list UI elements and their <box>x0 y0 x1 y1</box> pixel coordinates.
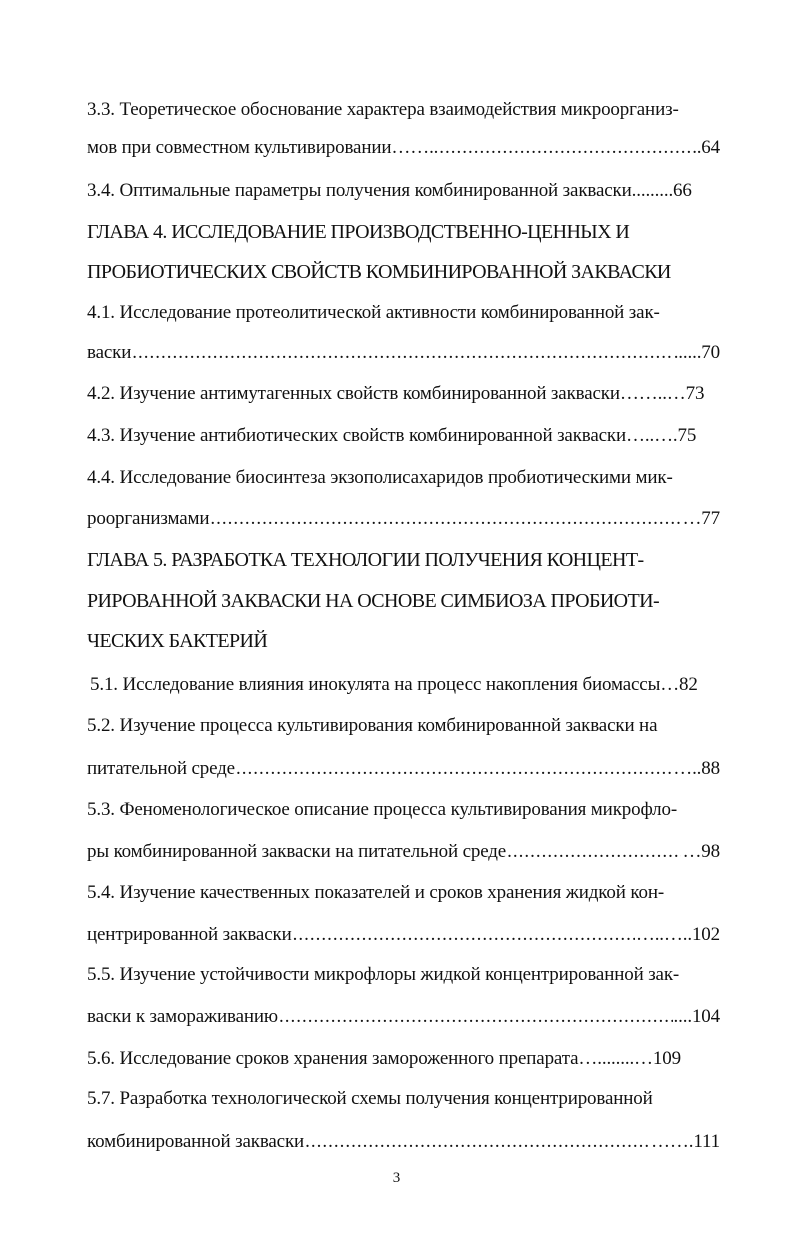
leader-dots <box>132 340 672 366</box>
toc-line: 5.5. Изучение устойчивости микрофлоры жидкой концентрированной зак- <box>87 964 680 985</box>
leader-dots <box>293 922 635 948</box>
toc-line: васки к замораживанию ..... ....104 <box>87 1004 720 1030</box>
toc-page-number: …........…109 <box>578 1048 681 1069</box>
toc-page-number: .........66 <box>631 180 692 201</box>
toc-line: 4.3. Изучение антибиотических свойств комбинированной закваски …..….75 <box>87 423 720 449</box>
toc-line: ры комбинированной закваски на питательной среде ..... …98 <box>87 839 720 865</box>
toc-page-number: .64 <box>696 137 720 158</box>
toc-page-number: ……..…73 <box>619 383 705 404</box>
chapter-heading: ПРОБИОТИЧЕСКИХ СВОЙСТВ КОМБИНИРОВАННОЙ ЗАКВАСКИ <box>87 261 671 283</box>
chapter-heading: ГЛАВА 5. РАЗРАБОТКА ТЕХНОЛОГИИ ПОЛУЧЕНИЯ КОНЦЕНТ- <box>87 549 644 571</box>
toc-line: 5.3. Феноменологическое описание процесса культивирования микрофло- <box>87 799 678 820</box>
toc-page-number: ......70 <box>673 342 720 363</box>
chapter-heading: ГЛАВА 4. ИССЛЕДОВАНИЕ ПРОИЗВОДСТВЕННО-ЦЕННЫХ И <box>87 221 630 243</box>
toc-line: 5.4. Изучение качественных показателей и сроков хранения жидкой кон- <box>87 882 665 903</box>
toc-line: 4.4. Исследование биосинтеза экзополисахаридов пробиотическими мик- <box>87 467 673 488</box>
toc-line: 3.3. Теоретическое обоснование характера взаимодействия микроорганиз- <box>87 99 679 120</box>
toc-page-number: …98 <box>682 841 720 862</box>
toc-line: роорганизмами ..... …77 <box>87 506 720 532</box>
leader-dots <box>236 756 672 782</box>
toc-line: васки ..... ......70 <box>87 340 720 366</box>
toc-page-number: …..…..102 <box>635 924 720 945</box>
toc-page-number: ....104 <box>673 1006 720 1027</box>
toc-page-number: …..….75 <box>626 425 697 446</box>
toc-line: 5.1. Исследование влияния инокулята на процесс накопления биомассы …82 <box>90 672 720 698</box>
toc-page-number: …….111 <box>651 1131 720 1152</box>
leader-dots <box>210 506 681 532</box>
toc-line: мов при совместном культивировании…….. ..... .64 <box>87 135 720 161</box>
toc-line: 4.2. Изучение антимутагенных свойств комбинированной закваски ……..…73 <box>87 381 720 407</box>
toc-line: питательной среде ..... …..88 <box>87 756 720 782</box>
page-number: 3 <box>392 1170 401 1186</box>
toc-line: 3.4. Оптимальные параметры получения комбинированной закваски .........66 <box>87 178 720 204</box>
leader-dots <box>305 1129 650 1155</box>
toc-line: 5.2. Изучение процесса культивирования комбинированной закваски на <box>87 715 658 736</box>
toc-line: 5.7. Разработка технологической схемы получения концентрированной <box>87 1088 653 1109</box>
chapter-heading: РИРОВАННОЙ ЗАКВАСКИ НА ОСНОВЕ СИМБИОЗА ПРОБИОТИ- <box>87 590 660 612</box>
toc-line: центрированной закваски ..... …..…..102 <box>87 922 720 948</box>
toc-line: комбинированной закваски ..... …….111 <box>87 1129 720 1155</box>
toc-page-number: …82 <box>660 674 698 695</box>
toc-page-number: …..88 <box>673 758 720 779</box>
leader-dots <box>279 1004 673 1030</box>
leader-dots <box>507 839 681 865</box>
toc-line: 4.1. Исследование протеолитической активности комбинированной зак- <box>87 302 660 323</box>
chapter-heading: ЧЕСКИХ БАКТЕРИЙ <box>87 630 268 652</box>
leader-dots <box>439 135 695 161</box>
toc-line: 5.6. Исследование сроков хранения замороженного препарата …........…109 <box>87 1046 720 1072</box>
toc-page-number: …77 <box>682 508 720 529</box>
